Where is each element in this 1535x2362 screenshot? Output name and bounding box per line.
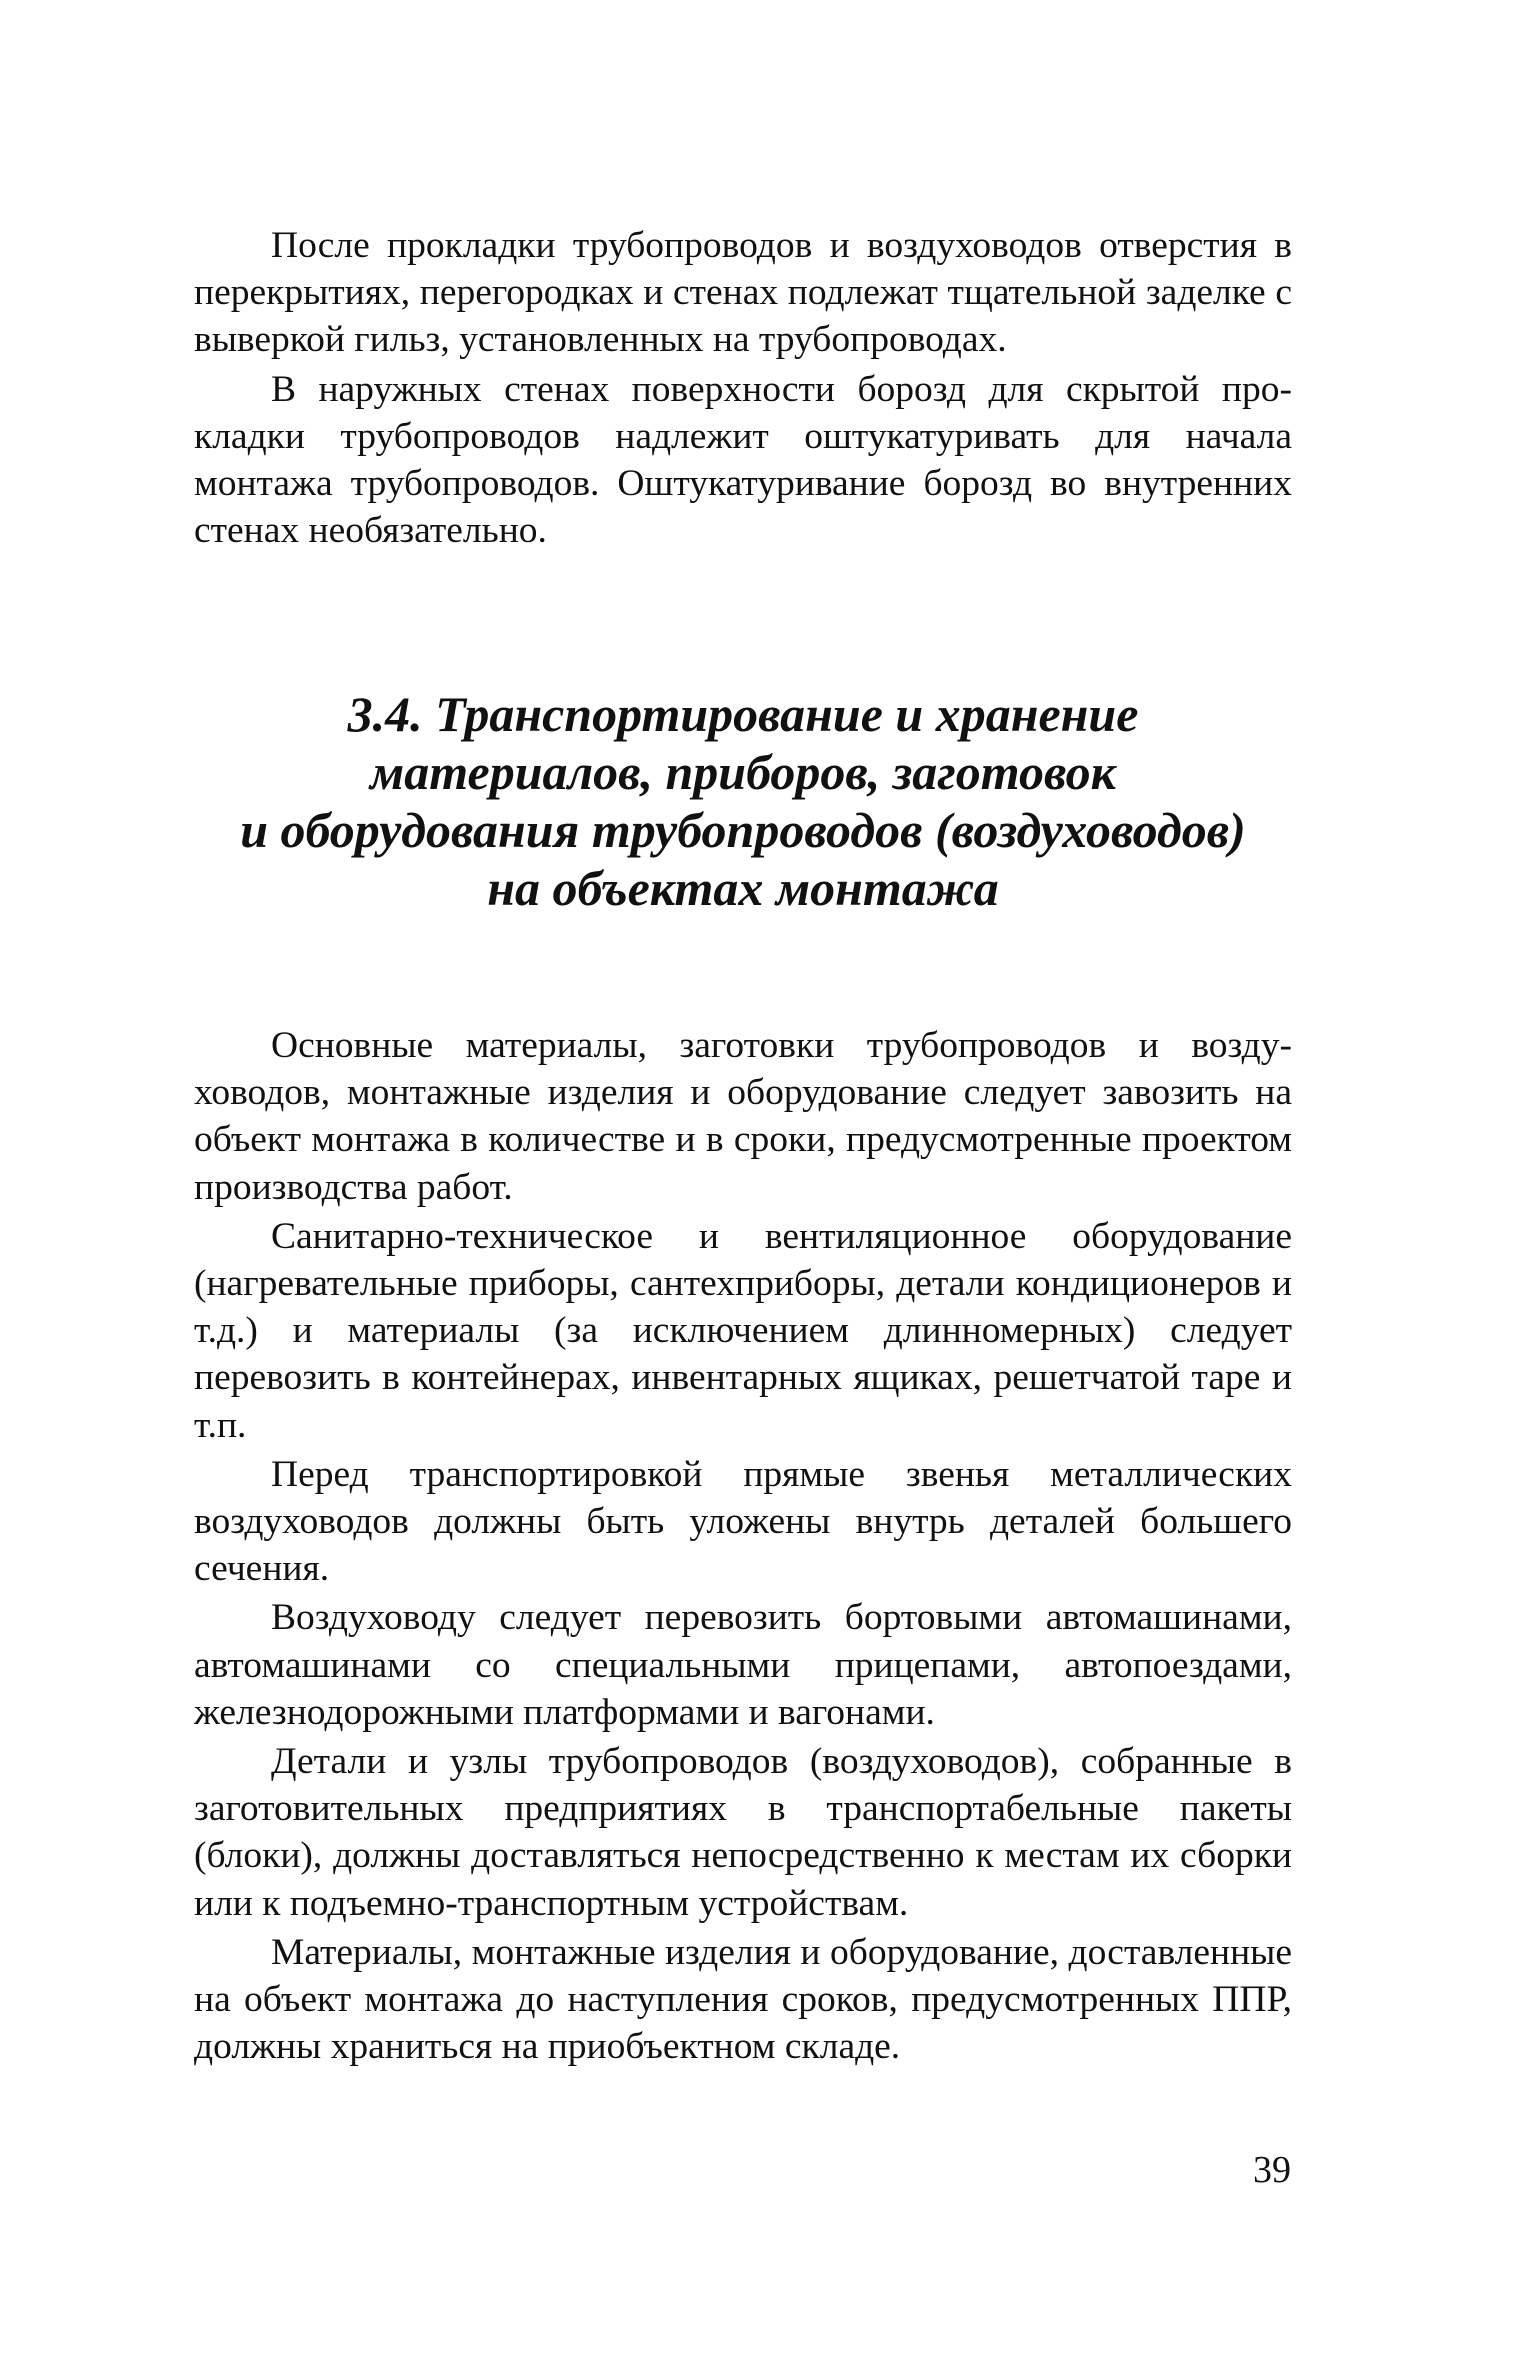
section-title-line: и оборудования трубопроводов (воздуховодов) [240,802,1246,858]
paragraph: Материалы, монтажные изделия и оборудование, доставленные на объект монтажа до наступления сроков, предусмотренных ППР, должны храниться на приобъектном складе. [194,1931,1292,2068]
page-number: 39 [1253,2149,1291,2191]
paragraph: Воздуховоду следует перевозить бортовыми автомашинами, автомашинами со специальными прицепами, автопоездами, железнодорожными платформами и вагонами. [194,1597,1292,1733]
paragraph: В наружных стенах поверхности борозд для скрытой прокладки трубопроводов надлежит оштукатуривать для начала монтажа трубопроводов. Оштукатуривание борозд во внутренних стенах необязательно. [194,368,1292,552]
paragraph: После прокладки трубопроводов и воздуховодов отверстия в перекрытиях, перегородках и стенах подлежат тщательной заделке с выверкой гильз, установленных на трубопроводах. [194,225,1292,361]
section-title-line: 3.4. Транспортирование и хранение [347,686,1139,742]
paragraph: Основные материалы, заготовки трубопроводов и воздуховодов, монтажные изделия и оборудование следует завозить на объект монтажа в количестве и в сроки, предусмотренные проектом производства работ. [194,1025,1292,1208]
section-heading [194,685,1292,917]
paragraph: Санитарно-техническое и вентиляционное оборудование (нагревательные приборы, сантехприборы, детали кондиционеров и т.д.) и материалы (за исключением длинномерных) следует перевозить в контейнерах, инвентарных ящиках, решетчатой таре и т.п. [194,1215,1292,1446]
paragraph: Перед транспортировкой прямые звенья металлических воздуховодов должны быть уложены внутрь деталей большего сечения. [194,1453,1292,1590]
main-text-block [194,1022,1292,2070]
intro-text-block [194,222,1292,554]
section-title [194,685,1292,917]
paragraph: Детали и узлы трубопроводов (воздуховодов), собранные в заготовительных предприятиях в транспортабельные пакеты (блоки), должны доставляться непосредственно к местам их сборки или к подъемно-транспортным устройствам. [194,1741,1292,1924]
section-title-line: материалов, приборов, заготовок [370,744,1116,800]
section-title-line: на объектах монтажа [487,860,999,916]
